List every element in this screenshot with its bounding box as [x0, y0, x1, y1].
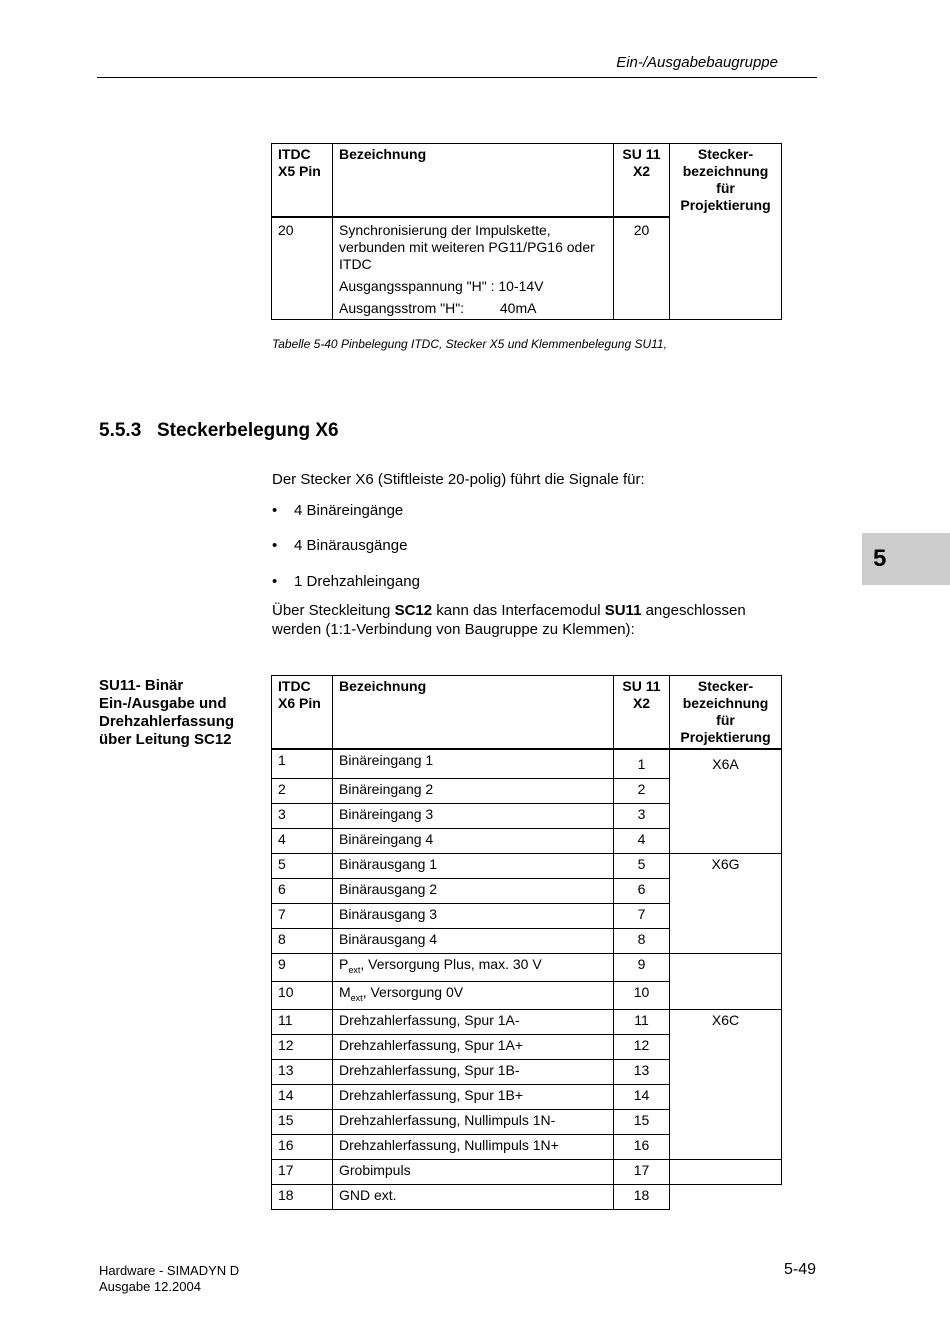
- cell-text: [339, 300, 607, 317]
- table-row: [272, 1159, 782, 1184]
- cell-text: , Versorgung Plus, max. 30 V: [360, 956, 542, 972]
- section-heading: [99, 420, 339, 442]
- header-text: SU 11: [622, 678, 661, 694]
- header-divider: [97, 77, 817, 78]
- column-header-plug: [670, 144, 782, 320]
- cell-pin: 7: [272, 904, 333, 929]
- cell-subscript: ext: [348, 964, 361, 975]
- column-header-plug: [670, 676, 782, 750]
- cell-plug-x6c: X6C: [670, 1009, 782, 1159]
- column-header-su: [614, 676, 670, 750]
- cell-su: 5: [614, 854, 670, 879]
- list-item-text: 1 Drehzahleingang: [294, 573, 420, 590]
- cell-pin: 6: [272, 879, 333, 904]
- intro-text: Der Stecker X6 (Stiftleiste 20-polig) führt die Signale für:: [272, 471, 645, 488]
- cell-pin: 15: [272, 1109, 333, 1134]
- cell-su: 14: [614, 1084, 670, 1109]
- page-number: 5-49: [783, 1261, 816, 1278]
- cell-su: 8: [614, 929, 670, 954]
- footer-line: Ausgabe 12.2004: [99, 1279, 201, 1294]
- cell-pin: 13: [272, 1059, 333, 1084]
- paragraph-text: Über Steckleitung: [272, 602, 395, 619]
- table-row: [272, 1009, 782, 1034]
- column-header-pin: [272, 676, 333, 750]
- header-text: ITDC: [278, 146, 311, 162]
- cell-name: Binäreingang 1: [333, 749, 614, 779]
- side-label-line: über Leitung SC12: [99, 731, 232, 748]
- cell-su: 18: [614, 1184, 670, 1209]
- cell-su: 20: [614, 217, 670, 320]
- list-item-text: 4 Binärausgänge: [294, 537, 408, 554]
- cell-name: Grobimpuls: [333, 1159, 614, 1184]
- header-text: für: [716, 180, 735, 196]
- table-x6-pinout: [271, 675, 782, 1210]
- header-text: SU 11: [622, 146, 661, 162]
- footer-line: Hardware - SIMADYN D: [99, 1263, 240, 1278]
- cell-name: Drehzahlerfassung, Spur 1B+: [333, 1084, 614, 1109]
- cell-su: 1: [614, 749, 670, 779]
- list-item: [272, 537, 407, 554]
- cell-text: verbunden mit weiteren PG11/PG16 oder: [339, 239, 595, 255]
- table-row: [272, 954, 782, 982]
- list-item: [272, 573, 420, 590]
- header-text: Projektierung: [680, 197, 771, 213]
- header-text: Stecker-: [697, 678, 754, 694]
- table-x5-pinout: [271, 143, 782, 320]
- bullet-icon: •: [272, 502, 278, 519]
- cell-pin: 12: [272, 1034, 333, 1059]
- cell-su: 13: [614, 1059, 670, 1084]
- cell-name: Binäreingang 2: [333, 779, 614, 804]
- cell-plug-empty: [670, 1184, 782, 1209]
- table-row: [272, 854, 782, 879]
- list-item: [272, 502, 403, 519]
- cell-su: 7: [614, 904, 670, 929]
- side-label-line: Ein-/Ausgabe und: [99, 695, 227, 712]
- cell-pin: 9: [272, 954, 333, 982]
- table-caption: Tabelle 5-40 Pinbelegung ITDC, Stecker X5 und Klemmenbelegung SU11,: [272, 337, 667, 351]
- cell-name: Drehzahlerfassung, Nullimpuls 1N-: [333, 1109, 614, 1134]
- header-text: für: [716, 712, 735, 728]
- column-header-su: [614, 144, 670, 218]
- cell-name: Binärausgang 1: [333, 854, 614, 879]
- column-header-name: Bezeichnung: [333, 144, 614, 218]
- cell-name: Drehzahlerfassung, Spur 1B-: [333, 1059, 614, 1084]
- header-text: X5 Pin: [278, 163, 321, 179]
- cell-pin: 20: [272, 217, 333, 320]
- cell-subscript: ext: [350, 992, 363, 1003]
- cell-text: ITDC: [339, 256, 372, 272]
- table-x5-header-row: [272, 144, 782, 218]
- footer-info: [99, 1263, 239, 1295]
- paragraph-text: kann das Interfacemodul: [432, 602, 605, 619]
- cell-text: M: [339, 983, 351, 1000]
- section-title: Steckerbelegung X6: [157, 420, 339, 441]
- cell-pin: 8: [272, 929, 333, 954]
- cell-name: Binärausgang 3: [333, 904, 614, 929]
- side-label: [99, 677, 259, 749]
- side-label-line: SU11- Binär: [99, 677, 184, 694]
- cell-su: 17: [614, 1159, 670, 1184]
- cell-pin: 11: [272, 1009, 333, 1034]
- header-text: ITDC: [278, 678, 311, 694]
- header-text: bezeichnung: [682, 163, 769, 179]
- column-header-name: Bezeichnung: [333, 676, 614, 750]
- cell-su: 16: [614, 1134, 670, 1159]
- cell-su: 9: [614, 954, 670, 982]
- cell-text: 40mA: [499, 300, 537, 316]
- header-text: Projektierung: [680, 729, 771, 745]
- cell-pin: 10: [272, 981, 333, 1009]
- cell-su: 12: [614, 1034, 670, 1059]
- paragraph-bold: SC12: [394, 602, 433, 619]
- cell-pin: 16: [272, 1134, 333, 1159]
- cell-name: [333, 954, 614, 982]
- paragraph-bold: SU11: [604, 602, 642, 619]
- header-text: X6 Pin: [278, 695, 321, 711]
- cell-su: 15: [614, 1109, 670, 1134]
- cell-name: Binärausgang 2: [333, 879, 614, 904]
- cell-su: 10: [614, 981, 670, 1009]
- cell-text: , Versorgung 0V: [362, 983, 464, 1000]
- list-item-text: 4 Binäreingänge: [294, 502, 404, 519]
- cell-name: Drehzahlerfassung, Nullimpuls 1N+: [333, 1134, 614, 1159]
- cell-pin: 1: [272, 749, 333, 779]
- cell-pin: 4: [272, 829, 333, 854]
- header-text: X2: [632, 163, 651, 179]
- cell-plug-empty: [670, 1159, 782, 1184]
- table-row: [272, 1184, 782, 1209]
- cell-text: Ausgangsstrom "H":: [339, 300, 465, 316]
- header-text: Stecker-: [697, 146, 754, 162]
- cell-plug-empty: [670, 954, 782, 1010]
- cell-name: Binärausgang 4: [333, 929, 614, 954]
- table-x6-header-row: [272, 676, 782, 750]
- cell-name: [333, 981, 614, 1009]
- cell-su: 3: [614, 804, 670, 829]
- cell-plug-x6g: X6G: [670, 854, 782, 954]
- cell-name: Drehzahlerfassung, Spur 1A-: [333, 1009, 614, 1034]
- connection-paragraph: [272, 601, 792, 639]
- paragraph-text: angeschlossen werden (1:1-Verbindung von Baugruppe zu Klemmen):: [272, 602, 746, 638]
- side-label-line: Drehzahlerfassung: [99, 713, 235, 730]
- header-text: X2: [632, 695, 651, 711]
- table-row: [272, 749, 782, 779]
- cell-text: Ausgangsspannung "H" : 10-14V: [339, 278, 544, 294]
- bullet-icon: •: [272, 537, 278, 554]
- cell-pin: 5: [272, 854, 333, 879]
- cell-name: GND ext.: [333, 1184, 614, 1209]
- cell-pin: 18: [272, 1184, 333, 1209]
- cell-su: 2: [614, 779, 670, 804]
- cell-text: P: [339, 956, 349, 972]
- column-header-pin: [272, 144, 333, 218]
- header-text: bezeichnung: [682, 695, 769, 711]
- cell-pin: 2: [272, 779, 333, 804]
- cell-name: [333, 217, 614, 320]
- bullet-icon: •: [272, 573, 278, 590]
- cell-su: 6: [614, 879, 670, 904]
- cell-name: Drehzahlerfassung, Spur 1A+: [333, 1034, 614, 1059]
- section-number: 5.5.3: [99, 420, 142, 441]
- cell-pin: 14: [272, 1084, 333, 1109]
- cell-pin: 3: [272, 804, 333, 829]
- cell-text: Synchronisierung der Impulskette,: [339, 222, 551, 238]
- cell-name: Binäreingang 4: [333, 829, 614, 854]
- cell-su: 11: [614, 1009, 670, 1034]
- chapter-tab: 5: [862, 533, 950, 585]
- cell-plug-x6a: X6A: [670, 749, 782, 854]
- cell-pin: 17: [272, 1159, 333, 1184]
- cell-name: Binäreingang 3: [333, 804, 614, 829]
- cell-su: 4: [614, 829, 670, 854]
- page-header-title: Ein-/Ausgabebaugruppe: [616, 54, 778, 71]
